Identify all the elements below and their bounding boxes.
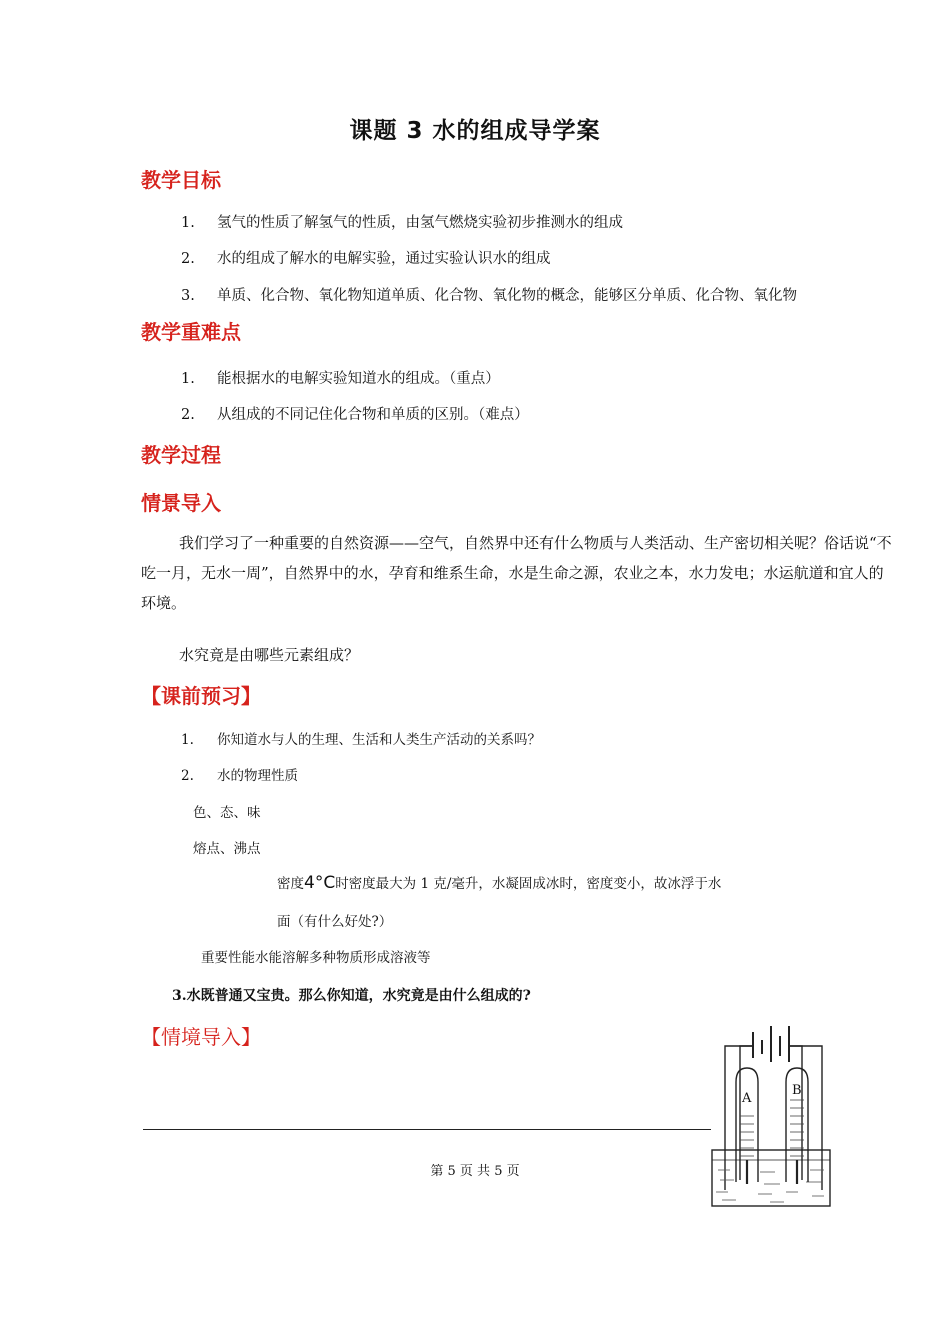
scene-question: 水究竟是由哪些元素组成？	[179, 646, 360, 664]
heading-goals: 教学目标	[141, 168, 221, 192]
heading-key-points: 教学重难点	[141, 320, 241, 344]
heading-preview: 【课前预习】	[141, 684, 261, 708]
page-number: 第 5 页 共 5 页	[430, 1164, 520, 1179]
property-color: 色、态、味	[193, 805, 261, 821]
list-item: 1. 氢气的性质了解氢气的性质，由氢气燃烧实验初步推测水的组成	[181, 215, 623, 231]
heading-process: 教学过程	[141, 443, 221, 467]
property-melting: 熔点、沸点	[193, 841, 261, 857]
property-density-cont: 面（有什么好处?）	[277, 914, 393, 930]
property-density: 密度4°C时密度最大为 1 克/毫升，水凝固成冰时，密度变小，故冰浮于水	[277, 873, 722, 893]
scene-paragraph: 我们学习了一种重要的自然资源——空气，自然界中还有什么物质与人类活动、生产密切相关呢？俗话说“不吃一月，无水一周”，自然界中的水，孕育和维系生命，水是生命之源，农业之本，水力发电；水运航道和宜人的环境。	[141, 534, 892, 612]
list-item: 1. 你知道水与人的生理、生活和人类生产活动的关系吗？	[181, 732, 541, 748]
list-item: 2. 从组成的不同记住化合物和单质的区别。（难点）	[181, 407, 529, 423]
question-3: 3.水既普通又宝贵。那么你知道，水究竟是由什么组成的?	[172, 988, 531, 1004]
tube-label-a: A	[742, 1091, 752, 1106]
list-item: 1. 能根据水的电解实验知道水的组成。（重点）	[181, 371, 500, 387]
list-item: 3. 单质、化合物、氧化物知道单质、化合物、氧化物的概念，能够区分单质、化合物、氧化物	[181, 288, 797, 304]
property-important: 重要性能水能溶解多种物质形成溶液等	[201, 950, 431, 966]
heading-scene: 情景导入	[141, 491, 221, 515]
electrolysis-apparatus-diagram	[700, 1020, 840, 1210]
tube-label-b: B	[792, 1083, 802, 1098]
battery-icon	[753, 1026, 789, 1062]
footer-divider	[143, 1129, 711, 1130]
page-title: 课题 3 水的组成导学案	[349, 118, 601, 144]
list-item: 2. 水的组成了解水的电解实验，通过实验认识水的组成	[181, 251, 551, 267]
density-temperature: 4°C	[304, 873, 336, 893]
heading-situation: 【情境导入】	[141, 1025, 261, 1049]
list-item: 2. 水的物理性质	[181, 768, 298, 784]
